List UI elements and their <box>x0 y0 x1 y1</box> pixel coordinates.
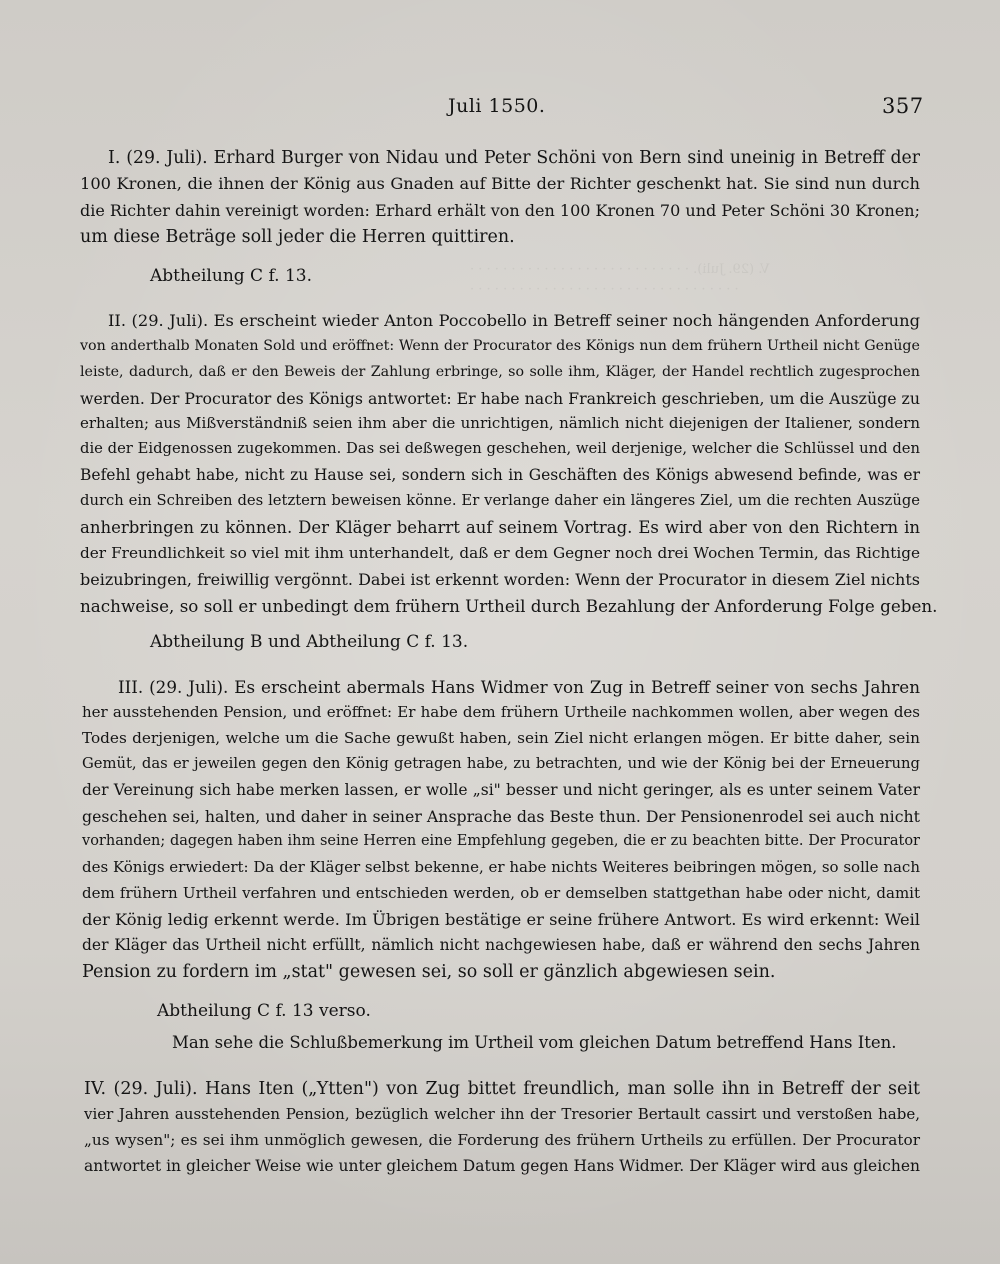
paragraph-line: von anderthalb Monaten Sold und eröffnet: Wenn der Procurator des Königs nun dem frühern Urtheil nicht Genüge <box>80 338 920 354</box>
paragraph-line: die der Eidgenossen zugekommen. Das sei deßwegen geschehen, weil derjenige, welcher die Schlüssel und den <box>80 440 920 457</box>
paragraph-line: 100 Kronen, die ihnen der König aus Gnaden auf Bitte der Richter geschenkt hat. Sie sind nun durch <box>80 174 920 193</box>
paragraph-line: der König ledig erkennt werde. Im Übrigen bestätige er seine frühere Antwort. Es wird erkennt: Weil <box>82 910 920 929</box>
paragraph-line: „us wysen"; es sei ihm unmöglich gewesen, die Forderung des frühern Urtheils zu erfüllen. Der Procurator <box>84 1131 920 1149</box>
paragraph-line: antwortet in gleicher Weise wie unter gleichem Datum gegen Hans Widmer. Der Kläger wird aus gleichen <box>84 1157 920 1175</box>
paragraph-line: erhalten; aus Mißverständniß seien ihm aber die unrichtigen, nämlich nicht diejenigen der Italiener, sondern <box>80 414 920 432</box>
paragraph-line: Befehl gehabt habe, nicht zu Hause sei, sondern sich in Geschäften des Königs abwesend befinde, was er <box>80 466 920 484</box>
paragraph-line: dem frühern Urtheil verfahren und entschieden werden, ob er demselben stattgethan habe oder nicht, damit <box>82 884 920 902</box>
paragraph-line: IV. (29. Juli). Hans Iten („Ytten") von Zug bittet freundlich, man solle ihn in Betreff der seit <box>84 1079 920 1099</box>
paragraph-line: anherbringen zu können. Der Kläger beharrt auf seinem Vortrag. Es wird aber von den Richtern in <box>80 518 920 537</box>
cross-reference-note: Man sehe die Schlußbemerkung im Urtheil vom gleichen Datum betreffend Hans Iten. <box>172 1033 897 1052</box>
paragraph-line: geschehen sei, halten, und daher in seiner Ansprache das Beste thun. Der Pensionenrodel sei auch nicht <box>82 807 920 826</box>
paragraph-line: III. (29. Juli). Es erscheint abermals Hans Widmer von Zug in Betreff seiner von sechs Jahren <box>118 677 920 697</box>
paragraph-line: des Königs erwiedert: Da der Kläger selbst bekenne, er habe nichts Weiteres beibringen mögen, so solle nach <box>82 858 920 876</box>
source-reference: Abtheilung B und Abtheilung C f. 13. <box>150 632 469 652</box>
paragraph-line: Todes derjenigen, welche um die Sache gewußt haben, sein Ziel nicht erlangen mögen. Er bitte daher, sein <box>82 729 920 747</box>
paragraph-line: I. (29. Juli). Erhard Burger von Nidau und Peter Schöni von Bern sind uneinig in Betreff der <box>108 148 920 168</box>
page-number: 357 <box>882 94 924 118</box>
paragraph-line: vorhanden; dagegen haben ihm seine Herren eine Empfehlung gegeben, die er zu beachten bitte. Der Procurator <box>82 833 920 849</box>
paragraph-line: durch ein Schreiben des letztern beweisen könne. Er verlange daher ein längeres Ziel, um die rechten Auszüge <box>80 492 920 509</box>
paragraph-line: der Vereinung sich habe merken lassen, er wolle „si" besser und nicht geringer, als es unter seinem Vater <box>82 781 920 799</box>
paragraph-line: leiste, dadurch, daß er den Beweis der Zahlung erbringe, so solle ihm, Kläger, der Handel rechtlich zugesprochen <box>80 364 920 380</box>
source-reference: Abtheilung C f. 13 verso. <box>157 1001 371 1021</box>
paragraph-line: II. (29. Juli). Es erscheint wieder Anton Poccobello in Betreff seiner noch hängenden Anforderung <box>108 311 920 330</box>
paragraph-line: die Richter dahin vereinigt worden: Erhard erhält von den 100 Kronen 70 und Peter Schöni 30 Kronen; <box>80 201 920 220</box>
paragraph-line: vier Jahren ausstehenden Pension, bezüglich welcher ihn der Tresorier Bertault cassirt und verstoßen habe, <box>84 1105 920 1123</box>
paragraph-line: um diese Beträge soll jeder die Herren quittiren. <box>80 227 515 247</box>
paragraph-line: her ausstehenden Pension, und eröffnet: Er habe dem frühern Urtheile nachkommen wollen, aber wegen des <box>82 703 920 721</box>
paragraph-line: der Kläger das Urtheil nicht erfüllt, nämlich nicht nachgewiesen habe, daß er während den sechs Jahren <box>82 936 920 954</box>
paragraph-line: werden. Der Procurator des Königs antwortet: Er habe nach Frankreich geschrieben, um die Auszüge zu <box>80 389 920 408</box>
paragraph-line: nachweise, so soll er unbedingt dem frühern Urtheil durch Bezahlung der Anforderung Folge geben. <box>80 596 938 616</box>
paragraph-line: der Freundlichkeit so viel mit ihm unterhandelt, daß er dem Gegner noch drei Wochen Termin, das Richtige <box>80 544 920 562</box>
paragraph-line: Gemüt, das er jeweilen gegen den König getragen habe, zu betrachten, und wie der König bei der Erneuerung <box>82 755 920 772</box>
paragraph-line: beizubringen, freiwillig vergönnt. Dabei ist erkennt worden: Wenn der Procurator in diesem Ziel nichts <box>80 570 920 589</box>
bleed-through: V. (29. Juli). · · · · · · · · · · · · · · · · · · · · · · · · · · · <box>470 262 770 277</box>
source-reference: Abtheilung C f. 13. <box>150 266 312 286</box>
paragraph-line: Pension zu fordern im „stat" gewesen sei, so soll er gänzlich abgewiesen sein. <box>82 962 776 982</box>
running-title: Juli 1550. <box>448 95 546 117</box>
bleed-through: · · · · · · · · · · · · · · · · · · · · · · · · · · · · · · · · · <box>470 282 739 297</box>
